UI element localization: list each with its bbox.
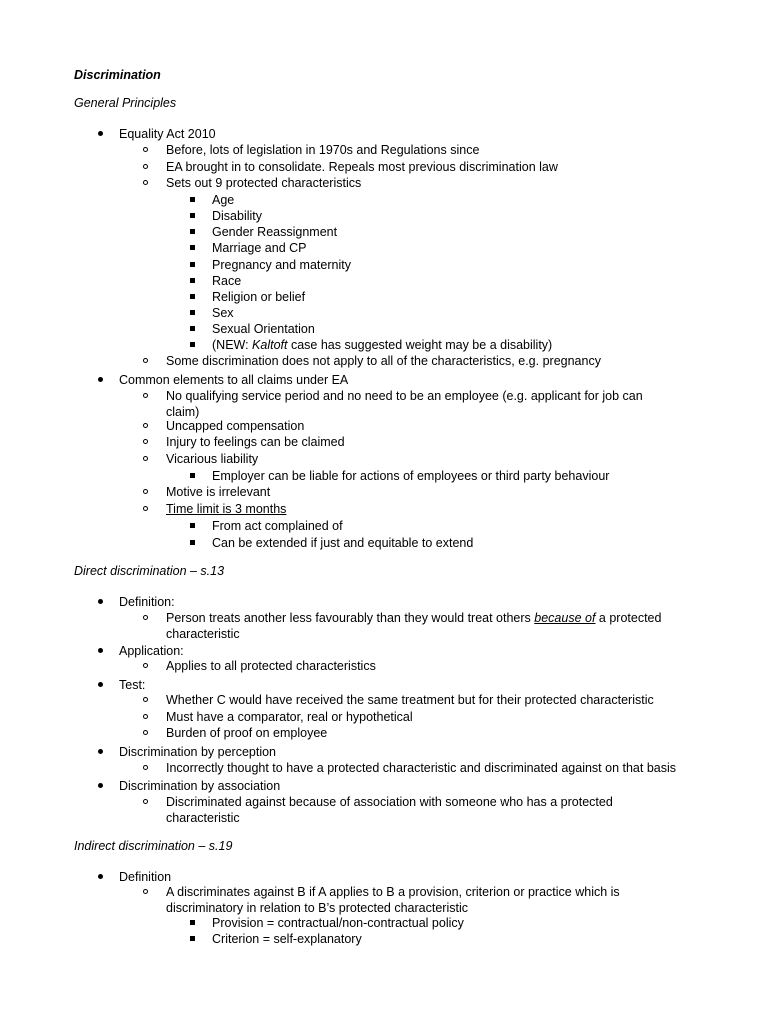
circle-bullet-icon (143, 730, 148, 735)
list-item: Sets out 9 protected characteristics (166, 176, 362, 190)
list-item: Employer can be liable for actions of employees or third party behaviour (212, 469, 610, 483)
bullet-icon (98, 648, 103, 653)
list-item: Uncapped compensation (166, 419, 305, 433)
list-item: Application: (119, 644, 184, 658)
square-bullet-icon (190, 473, 195, 478)
circle-bullet-icon (143, 765, 148, 770)
note-prefix: (NEW: (212, 338, 253, 352)
circle-bullet-icon (143, 615, 148, 620)
circle-bullet-icon (143, 147, 148, 152)
bullet-icon (98, 682, 103, 687)
list-item-continuation: claim) (166, 405, 200, 419)
list-item: Race (212, 274, 242, 288)
circle-bullet-icon (143, 714, 148, 719)
list-item: Injury to feelings can be claimed (166, 435, 345, 449)
circle-bullet-icon (143, 358, 148, 363)
list-item: Can be extended if just and equitable to extend (212, 536, 474, 550)
circle-bullet-icon (143, 456, 148, 461)
section-heading-direct-discrimination: Direct discrimination – s.13 (74, 564, 225, 578)
list-item: Definition (119, 870, 172, 884)
square-bullet-icon (190, 342, 195, 347)
circle-bullet-icon (143, 799, 148, 804)
circle-bullet-icon (143, 697, 148, 702)
note-suffix: case has suggested weight may be a disability) (287, 338, 553, 352)
list-item: Equality Act 2010 (119, 127, 216, 141)
bullet-icon (98, 783, 103, 788)
circle-bullet-icon (143, 423, 148, 428)
list-item: Gender Reassignment (212, 225, 338, 239)
bullet-icon (98, 599, 103, 604)
list-item: Discrimination by perception (119, 745, 277, 759)
square-bullet-icon (190, 540, 195, 545)
list-item: Pregnancy and maternity (212, 258, 351, 272)
square-bullet-icon (190, 213, 195, 218)
emphasis-because-of: because of (534, 611, 596, 625)
list-item-time-limit: Time limit is 3 months (166, 502, 287, 516)
circle-bullet-icon (143, 889, 148, 894)
bullet-icon (98, 131, 103, 136)
square-bullet-icon (190, 310, 195, 315)
list-item: Age (212, 193, 235, 207)
list-item: Discrimination by association (119, 779, 281, 793)
square-bullet-icon (190, 523, 195, 528)
definition-text-end: a protected (595, 611, 662, 625)
list-item: Definition: (119, 595, 175, 609)
list-item: Criterion = self-explanatory (212, 932, 362, 946)
list-item: Burden of proof on employee (166, 726, 328, 740)
case-name: Kaltoft (252, 338, 288, 352)
list-item: Sexual Orientation (212, 322, 315, 336)
circle-bullet-icon (143, 393, 148, 398)
square-bullet-icon (190, 936, 195, 941)
list-item: No qualifying service period and no need to be an employee (e.g. applicant for job can (166, 389, 643, 403)
list-item: Some discrimination does not apply to all of the characteristics, e.g. pregnancy (166, 354, 601, 368)
square-bullet-icon (190, 326, 195, 331)
list-item: Before, lots of legislation in 1970s and Regulations since (166, 143, 480, 157)
bullet-icon (98, 749, 103, 754)
square-bullet-icon (190, 262, 195, 267)
definition-text: Person treats another less favourably than they would treat others (166, 611, 535, 625)
circle-bullet-icon (143, 439, 148, 444)
square-bullet-icon (190, 229, 195, 234)
list-item: EA brought in to consolidate. Repeals most previous discrimination law (166, 160, 558, 174)
section-heading-indirect-discrimination: Indirect discrimination – s.19 (74, 839, 233, 853)
list-item: Motive is irrelevant (166, 485, 271, 499)
list-item: Provision = contractual/non-contractual policy (212, 916, 464, 930)
list-item-continuation: characteristic (166, 811, 240, 825)
list-item: Common elements to all claims under EA (119, 373, 349, 387)
list-item-kaltoft (212, 337, 552, 353)
circle-bullet-icon (143, 180, 148, 185)
section-heading-general-principles: General Principles (74, 96, 177, 110)
list-item: Vicarious liability (166, 452, 259, 466)
list-item: Disability (212, 209, 263, 223)
list-item: A discriminates against B if A applies to B a provision, criterion or practice which is (166, 885, 620, 899)
list-item: Whether C would have received the same treatment but for their protected characteristic (166, 693, 654, 707)
document-title: Discrimination (74, 68, 161, 82)
list-item: Discriminated against because of association with someone who has a protected (166, 795, 613, 809)
circle-bullet-icon (143, 506, 148, 511)
list-item: Sex (212, 306, 234, 320)
list-item: Religion or belief (212, 290, 306, 304)
bullet-icon (98, 377, 103, 382)
circle-bullet-icon (143, 663, 148, 668)
list-item: Marriage and CP (212, 241, 307, 255)
list-item: Test: (119, 678, 146, 692)
list-item-continuation: discriminatory in relation to B’s protected characteristic (166, 901, 468, 915)
list-item: Incorrectly thought to have a protected characteristic and discriminated against on that basis (166, 761, 677, 775)
list-item-definition (166, 610, 661, 626)
list-item-continuation: characteristic (166, 627, 240, 641)
list-item: Applies to all protected characteristics (166, 659, 376, 673)
list-item: From act complained of (212, 519, 343, 533)
list-item: Must have a comparator, real or hypothetical (166, 710, 413, 724)
square-bullet-icon (190, 245, 195, 250)
circle-bullet-icon (143, 489, 148, 494)
square-bullet-icon (190, 294, 195, 299)
circle-bullet-icon (143, 164, 148, 169)
square-bullet-icon (190, 920, 195, 925)
square-bullet-icon (190, 197, 195, 202)
square-bullet-icon (190, 278, 195, 283)
bullet-icon (98, 874, 103, 879)
